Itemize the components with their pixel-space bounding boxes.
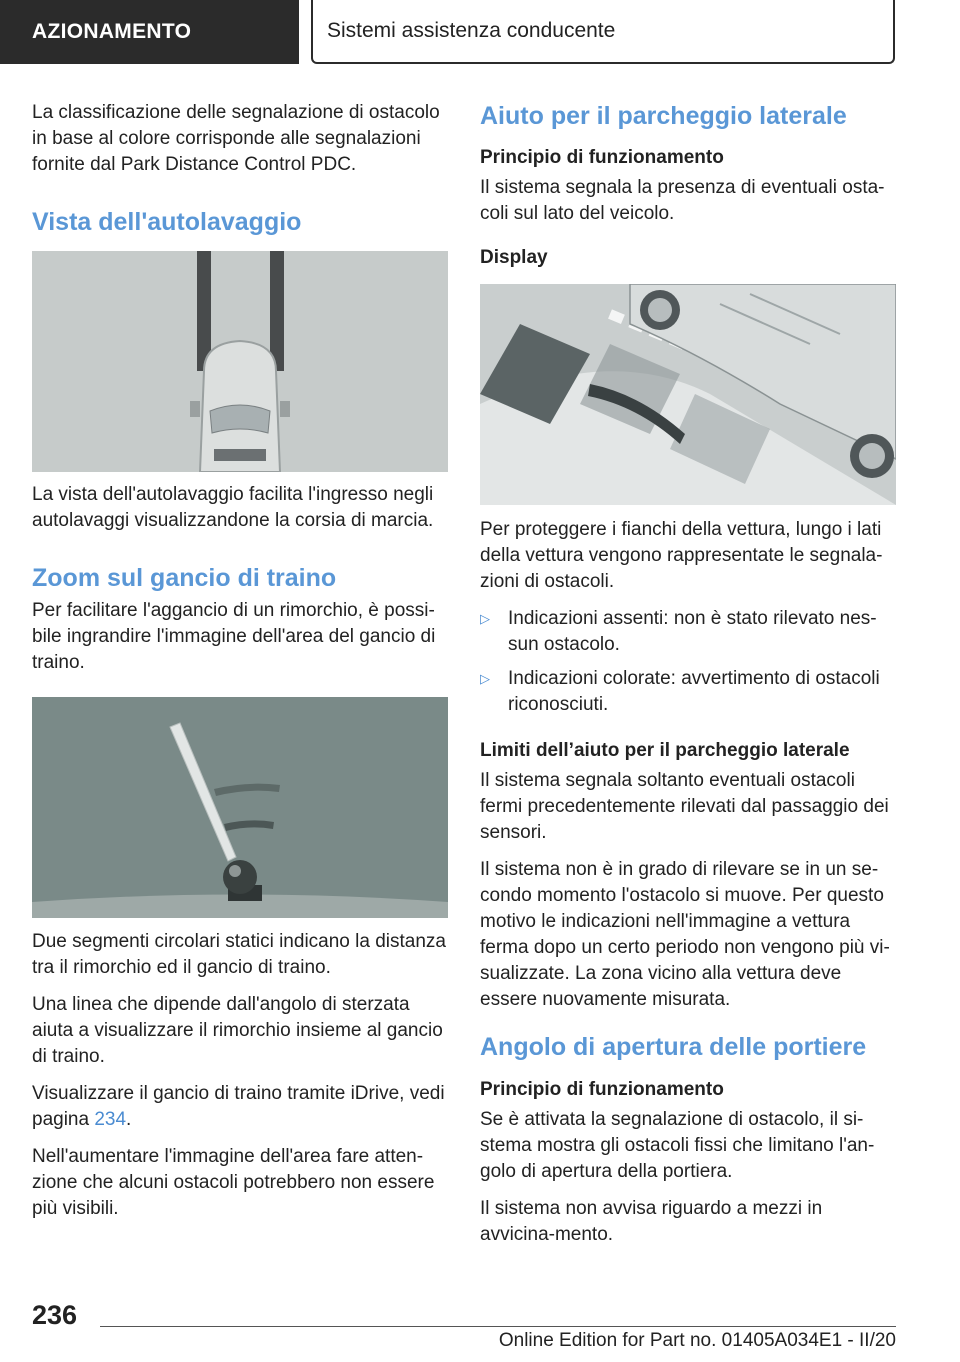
indications-list — [480, 606, 896, 718]
limiti-paragraph-1: Il sistema segnala soltanto eventuali ostacoli fermi precedentemente rilevati dal passaggio dei sensori. — [480, 770, 889, 843]
chapter-header — [311, 0, 895, 64]
heading-autolavaggio: Vista dell'autolavaggio — [32, 208, 302, 236]
footer-divider — [100, 1326, 896, 1327]
left-column — [32, 100, 448, 1233]
list-item — [480, 606, 896, 658]
subheading-limiti: Limiti dell’aiuto per il parcheggio laterale — [480, 740, 850, 761]
intro-paragraph: La classificazione delle segnalazione di ostacolo in base al colore corrisponde alle segnalazioni fornite dal Park Distance Control PDC. — [32, 102, 440, 175]
heading-laterale: Aiuto per il parcheggio laterale — [480, 102, 847, 130]
bullet-triangle-icon: ▷ — [480, 671, 490, 686]
right-column — [480, 100, 896, 1259]
limiti-paragraph-2: Il sistema non è in grado di rilevare se in un se-condo momento l'ostacolo si muove. Per questo motivo le indicazioni nell'immagine a vettura ferma dopo un certo periodo non vengono più vi-sualizzate. La zona vicino alla vettura deve essere nuovamente misurata. — [480, 859, 890, 1010]
idrive-paragraph — [32, 1081, 448, 1133]
tow-hitch-view-image — [32, 697, 448, 918]
section-tab — [0, 0, 299, 64]
list-item-text: Indicazioni assenti: non è stato rilevato nes-sun ostacolo. — [508, 608, 877, 655]
steering-line-paragraph: Una linea che dipende dall'angolo di sterzata aiuta a visualizzare il rimorchio insieme al gancio di traino. — [32, 994, 443, 1067]
subheading-display: Display — [480, 247, 548, 268]
page-number: 236 — [32, 1300, 78, 1330]
carwash-view-image — [32, 251, 448, 472]
page-link[interactable]: 234 — [94, 1109, 127, 1130]
principio-1-paragraph: Il sistema segnala la presenza di eventuali osta-coli sul lato del veicolo. — [480, 177, 885, 224]
principio-2-paragraph: Se è attivata la segnalazione di ostacolo, il si-stema mostra gli ostacoli fissi che limitano l'an-golo di apertura della portiera. — [480, 1109, 875, 1182]
chapter-title: Sistemi assistenza conducente — [327, 19, 616, 42]
heading-portiere: Angolo di apertura delle portiere — [480, 1033, 867, 1061]
idrive-text-end: . — [126, 1109, 132, 1130]
list-item — [480, 666, 896, 718]
carwash-paragraph: La vista dell'autolavaggio facilita l'ingresso negli autolavaggi visualizzandone la corsia di marcia. — [32, 484, 434, 531]
heading-zoom: Zoom sul gancio di traino — [32, 564, 337, 592]
list-item-text: Indicazioni colorate: avvertimento di ostacoli riconosciuti. — [508, 668, 880, 715]
idrive-text: Visualizzare il gancio di traino tramite iDrive, vedi pagina — [32, 1083, 445, 1130]
edition-note: Online Edition for Part no. 01405A034E1 - II/20 — [498, 1330, 896, 1351]
segments-paragraph: Due segmenti circolari statici indicano la distanza tra il rimorchio ed il gancio di traino. — [32, 931, 446, 978]
avvisa-paragraph: Il sistema non avvisa riguardo a mezzi in avvicina-mento. — [480, 1198, 823, 1245]
protect-paragraph: Per proteggere i fianchi della vettura, lungo i lati della vettura vengono rappresentate le segnala-zioni di ostacoli. — [480, 519, 883, 592]
side-parking-display-image — [480, 284, 896, 505]
bullet-triangle-icon: ▷ — [480, 611, 490, 626]
section-title: AZIONAMENTO — [32, 20, 192, 43]
subheading-principio-1: Principio di funzionamento — [480, 147, 724, 168]
subheading-principio-2: Principio di funzionamento — [480, 1079, 724, 1100]
zoom-warning-paragraph: Nell'aumentare l'immagine dell'area fare atten-zione che alcuni ostacoli potrebbero non essere più visibili. — [32, 1146, 435, 1219]
zoom-paragraph: Per facilitare l'aggancio di un rimorchio, è possi-bile ingrandire l'immagine dell'area del gancio di traino. — [32, 600, 436, 673]
